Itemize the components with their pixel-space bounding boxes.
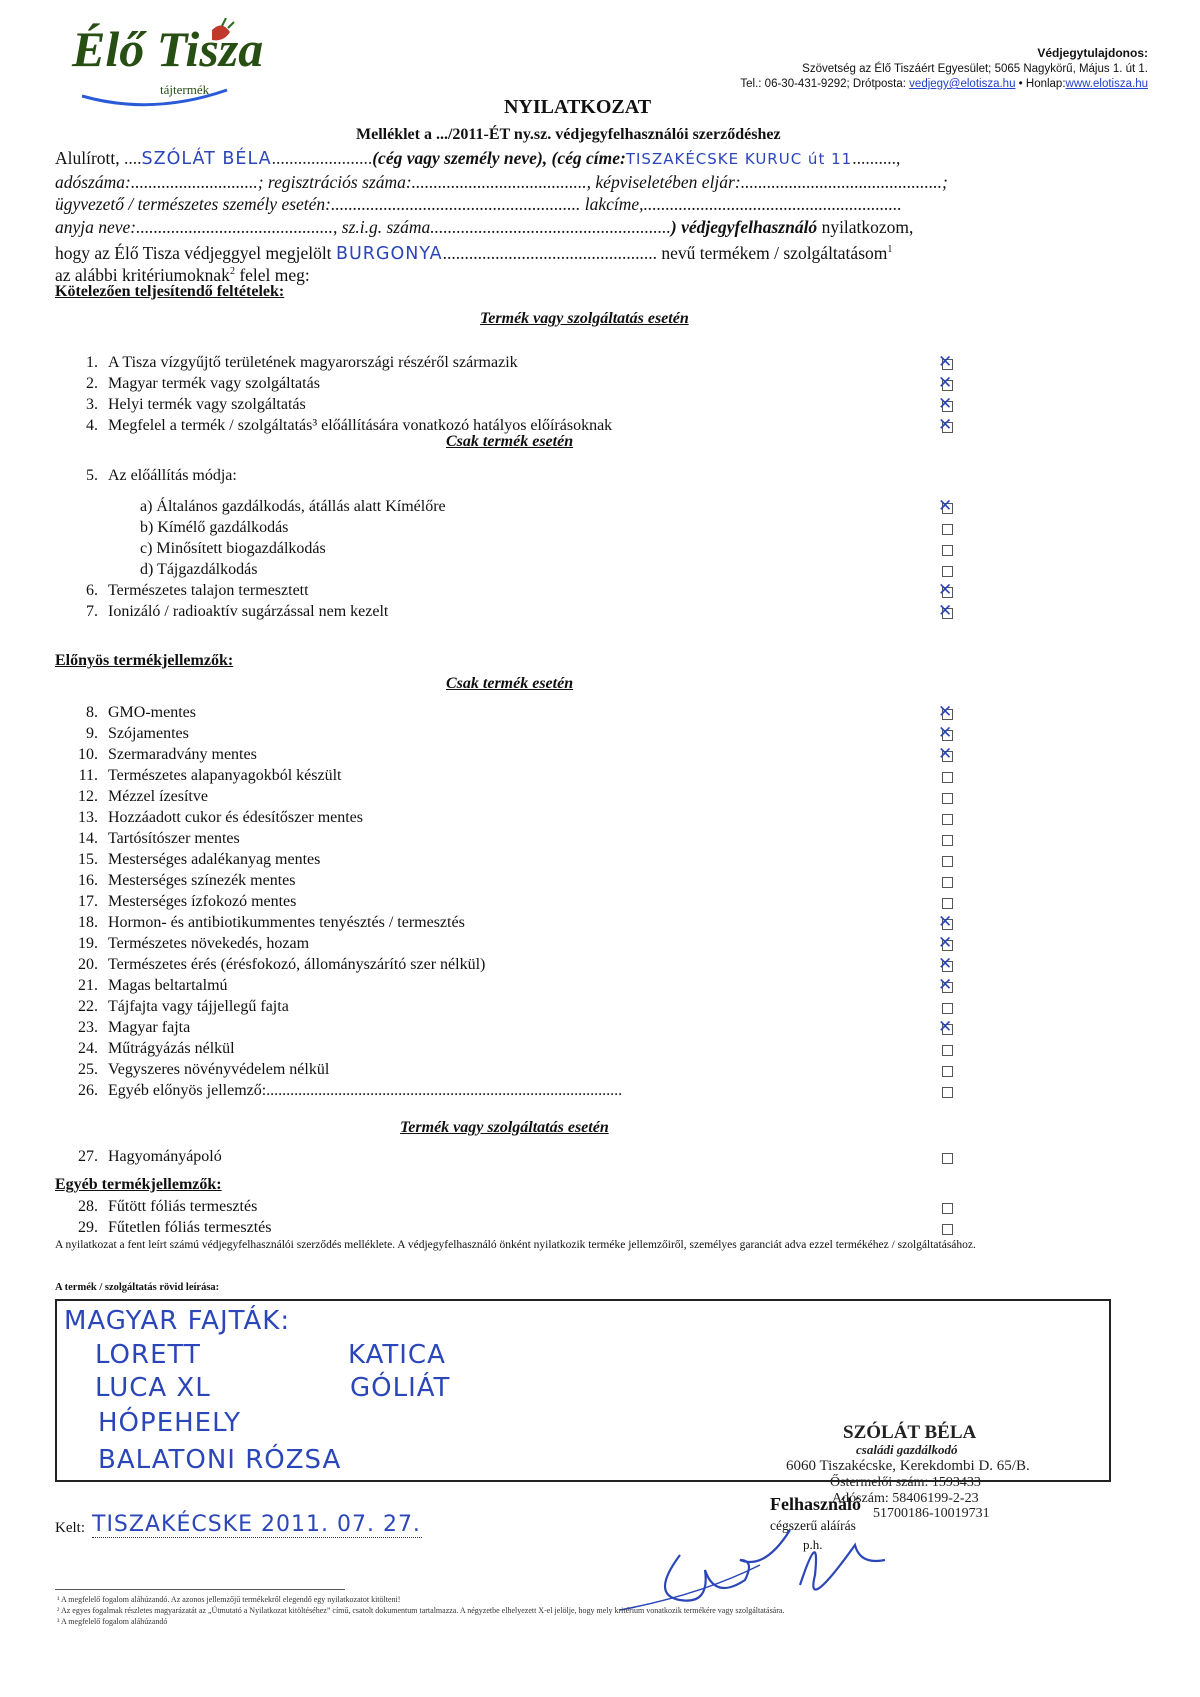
item-text: Egyéb előnyös jellemző:.........................................................................................	[108, 1082, 623, 1099]
label-declare: nyilatkozom,	[817, 217, 914, 237]
item-number: 2.	[86, 375, 98, 392]
footnote-divider	[55, 1589, 345, 1590]
item-text: A Tisza vízgyűjtő területének magyarországi részéről származik	[108, 354, 518, 371]
item-text: Műtrágyázás nélkül	[108, 1040, 235, 1057]
item-text: d) Tájgazdálkodás	[140, 561, 258, 578]
item-number: 12.	[78, 788, 98, 805]
signature-sublabel: cégszerű aláírás	[770, 1518, 856, 1533]
criteria-item	[62, 353, 518, 373]
label-residence: lakcíme,	[580, 194, 644, 214]
item-number: 23.	[78, 1019, 98, 1036]
checkbox[interactable]	[942, 877, 953, 888]
item-text: Fűtetlen fóliás termesztés	[108, 1219, 272, 1236]
item-number: 3.	[86, 396, 98, 413]
item-text: Helyi termék vagy szolgáltatás	[108, 396, 306, 413]
label-alulirott: Alulírott,	[55, 148, 125, 168]
criteria-item	[62, 1018, 190, 1038]
hw-desc-4: HÓPEHELY	[98, 1408, 242, 1438]
item-number: 7.	[86, 603, 98, 620]
item-text: Megfelel a termék / szolgáltatás³ előállítására vonatkozó hatályos előírásoknak	[108, 417, 613, 434]
criteria-item	[62, 976, 228, 996]
item-text: Az előállítás módja:	[108, 467, 237, 484]
item-number: 15.	[78, 851, 98, 868]
item-number: 6.	[86, 582, 98, 599]
stamp-name: SZÓLÁT BÉLA	[843, 1422, 977, 1443]
stamp-account: 51700186-10019731	[873, 1506, 990, 1521]
handwritten-x-mark: ✕	[938, 580, 953, 600]
item-number: 21.	[78, 977, 98, 994]
item-number: 16.	[78, 872, 98, 889]
description-label: A termék / szolgáltatás rövid leírása:	[55, 1282, 220, 1293]
seal-placeholder: p.h.	[803, 1537, 823, 1552]
form-line-2: adószáma:.............................; regisztrációs száma:........................................, képviseletében eljár:..............................................;	[55, 172, 948, 192]
label-product-intro: hogy az Élő Tisza védjeggyel megjelölt	[55, 242, 336, 263]
item-text: Hormon- és antibiotikummentes tenyésztés / termesztés	[108, 914, 465, 931]
criteria-item	[62, 1060, 329, 1080]
criteria-item	[62, 745, 257, 765]
item-text: Természetes talajon termesztett	[108, 582, 309, 599]
checkbox[interactable]	[942, 1045, 953, 1056]
item-text: Mesterséges színezék mentes	[108, 872, 296, 889]
item-5	[62, 466, 237, 486]
item-text: Tájfajta vagy tájjellegű fajta	[108, 998, 289, 1015]
criteria-item	[140, 560, 257, 580]
handwritten-x-mark: ✕	[938, 352, 953, 372]
handwritten-x-mark: ✕	[938, 1017, 953, 1037]
label-user: ) védjegyfelhasználó	[670, 217, 818, 237]
kelt-label: Kelt:	[55, 1520, 85, 1536]
criteria-item	[62, 955, 485, 975]
criteria-item	[140, 497, 446, 517]
item-text: Vegyszeres növényvédelem nélkül	[108, 1061, 330, 1078]
item-number: 4.	[86, 417, 98, 434]
item-number: 29.	[78, 1219, 98, 1236]
handwritten-x-mark: ✕	[938, 496, 953, 516]
handwritten-x-mark: ✕	[938, 975, 953, 995]
criteria-item	[62, 1218, 272, 1238]
footnote-ref-2: 2	[229, 266, 235, 277]
item-number: 1.	[86, 354, 98, 371]
criteria-item	[62, 395, 306, 415]
item-number: 18.	[78, 914, 98, 931]
handwritten-x-mark: ✕	[938, 601, 953, 621]
label-criteria: az alábbi kritériumoknak	[55, 264, 230, 285]
form-line-1: Alulírott, ....SZÓLÁT BÉLA.......................(cég vagy személy neve), (cég címe:TISZAKÉCSKE KURUC út 11..........,	[55, 148, 901, 169]
label-taxnum: adószáma:	[55, 172, 131, 192]
item-text: Szermaradvány mentes	[108, 746, 257, 763]
label-id-number: , sz.i.g. száma	[333, 217, 431, 237]
footnote-1: ¹ A megfelelő fogalom aláhúzandó. Az azonos jellemzőjű termékekről elegendő egy nyilatkozatot kitölteni!	[57, 1595, 401, 1604]
item-text: Szójamentes	[108, 725, 189, 742]
stamp-role: családi gazdálkodó	[856, 1442, 958, 1457]
checkbox[interactable]	[942, 856, 953, 867]
item-number: 19.	[78, 935, 98, 952]
owner-tel: Tel.: 06-30-431-9292; Drótposta:	[740, 78, 910, 90]
hw-kelt: TISZAKÉCSKE 2011. 07. 27.	[92, 1512, 421, 1537]
stamp-reg: Őstermelői szám: 1593433	[830, 1475, 981, 1490]
item-text: Természetes növekedés, hozam	[108, 935, 310, 952]
handwritten-signature	[620, 1525, 980, 1615]
hw-desc-5: BALATONI RÓZSA	[98, 1445, 342, 1475]
item-text: Természetes alapanyagokból készült	[108, 767, 342, 784]
logo-wordmark: Élő Tisza	[72, 21, 264, 77]
handwritten-x-mark: ✕	[938, 373, 953, 393]
hw-desc-1: MAGYAR FAJTÁK:	[64, 1306, 291, 1336]
criteria-item	[62, 766, 341, 786]
subsection-product-only-2: Csak termék esetén	[446, 675, 574, 692]
criteria-item	[62, 850, 320, 870]
owner-heading: Védjegytulajdonos:	[1037, 46, 1148, 60]
handwritten-x-mark: ✕	[938, 394, 953, 414]
checkbox[interactable]	[942, 545, 953, 556]
hw-desc-2b: KATICA	[348, 1340, 446, 1370]
item-number: 26.	[78, 1082, 98, 1099]
stamp-tax: Adószám: 58406199-2-23	[832, 1491, 979, 1506]
item-text: a) Általános gazdálkodás, átállás alatt Kímélőre	[140, 498, 446, 515]
checkbox[interactable]	[942, 814, 953, 825]
item-text: Fűtött fóliás termesztés	[108, 1198, 258, 1215]
criteria-item	[62, 829, 240, 849]
criteria-item	[62, 602, 388, 622]
item-number: 9.	[86, 725, 98, 742]
item-text: Mesterséges ízfokozó mentes	[108, 893, 297, 910]
item-number: 11.	[78, 767, 98, 784]
item-text: GMO-mentes	[108, 704, 196, 721]
checkbox[interactable]	[942, 1087, 953, 1098]
checkbox[interactable]	[942, 524, 953, 535]
item-number: 25.	[78, 1061, 98, 1078]
item-text: Hagyományápoló	[108, 1148, 222, 1165]
owner-web-link[interactable]: www.elotisza.hu	[1065, 78, 1148, 90]
handwritten-x-mark: ✕	[938, 723, 953, 743]
item-text: Mesterséges adalékanyag mentes	[108, 851, 321, 868]
handwritten-x-mark: ✕	[938, 415, 953, 435]
form-line-4: anyja neve:............................................., sz.i.g. száma.......................................................) védjegyfelhasználó nyilatkozom,	[55, 217, 914, 237]
page-subtitle: Melléklet a .../2011-ÉT ny.sz. védjegyfelhasználói szerződéshez	[356, 126, 781, 143]
declaration-text: A nyilatkozat a fent leírt számú védjegyfelhasználói szerződés melléklete. A védjegyfelhasználó önként nyilatkozik terméke jellemzőiről, személyes garanciát adva ezzel termékéhez / szolgáltatásához.	[55, 1239, 976, 1251]
item-text: Természetes érés (érésfokozó, állományszárító szer nélkül)	[108, 956, 486, 973]
label-company: (cég vagy személy neve), (cég címe:	[372, 148, 626, 168]
criteria-item	[62, 581, 309, 601]
checkbox[interactable]	[942, 835, 953, 846]
item-number: 5.	[86, 467, 98, 484]
checkbox[interactable]	[942, 1003, 953, 1014]
handwritten-x-mark: ✕	[938, 744, 953, 764]
criteria-item	[62, 934, 309, 954]
checkbox[interactable]	[942, 1203, 953, 1214]
section-other: Egyéb termékjellemzők:	[55, 1176, 222, 1193]
criteria-item	[62, 1197, 257, 1217]
criteria-item	[62, 1039, 235, 1059]
checkbox[interactable]	[942, 793, 953, 804]
hw-desc-3b: GÓLIÁT	[350, 1373, 451, 1403]
item-number: 17.	[78, 893, 98, 910]
criteria-item	[62, 871, 295, 891]
section-advantageous: Előnyös termékjellemzők:	[55, 652, 234, 669]
logo-subtitle: tájtermék	[160, 82, 210, 97]
owner-address: Szövetség az Élő Tiszáért Egyesület; 5065 Nagykörű, Május 1. út 1.	[802, 63, 1148, 75]
section-required: Kötelezően teljesítendő feltételek:	[55, 283, 285, 300]
criteria-item	[62, 1147, 222, 1167]
criteria-item	[62, 913, 465, 933]
checkbox[interactable]	[942, 898, 953, 909]
handwritten-x-mark: ✕	[938, 702, 953, 722]
page-title: NYILATKOZAT	[503, 96, 652, 118]
item-number: 22.	[78, 998, 98, 1015]
owner-email-link[interactable]: vedjegy@elotisza.hu	[909, 78, 1016, 90]
owner-sep: • Honlap:	[1015, 78, 1066, 90]
checkbox[interactable]	[942, 1066, 953, 1077]
criteria-item	[62, 808, 363, 828]
item-number: 27.	[78, 1148, 98, 1165]
signature-label: Felhasználó	[770, 1494, 862, 1514]
item-text: Magyar termék vagy szolgáltatás	[108, 375, 320, 392]
criteria-item	[62, 997, 289, 1017]
checkbox[interactable]	[942, 1153, 953, 1164]
footnote-ref-1: 1	[887, 244, 893, 255]
label-meets: felel meg:	[234, 264, 310, 285]
item-number: 24.	[78, 1040, 98, 1057]
footnote-3: ³ A megfelelő fogalom aláhúzandó	[57, 1617, 168, 1626]
criteria-item	[62, 703, 196, 723]
criteria-item	[140, 539, 326, 559]
handwritten-x-mark: ✕	[938, 954, 953, 974]
hw-desc-2a: LORETT	[95, 1340, 201, 1370]
checkbox[interactable]	[942, 566, 953, 577]
label-regnum: ; regisztrációs száma:	[257, 172, 412, 192]
item-text: Mézzel ízesítve	[108, 788, 208, 805]
label-mother-name: anyja neve:	[55, 217, 137, 237]
subsection-product-or-service: Termék vagy szolgáltatás esetén	[480, 310, 689, 327]
criteria-item	[62, 724, 189, 744]
item-number: 20.	[78, 956, 98, 973]
subsection-product-only: Csak termék esetén	[446, 433, 574, 450]
criteria-item	[62, 1081, 622, 1101]
label-product-service: nevű termékem / szolgáltatásom	[657, 242, 888, 263]
item-text: b) Kímélő gazdálkodás	[140, 519, 289, 536]
item-text: Ionizáló / radioaktív sugárzással nem kezelt	[108, 603, 389, 620]
label-representative: , képviseletében eljár:	[586, 172, 741, 192]
item-number: 14.	[78, 830, 98, 847]
trademark-owner	[740, 46, 1148, 92]
form-line-5: hogy az Élő Tisza védjeggyel megjelölt BURGONYA................................................. nevű termékem / szolgáltatásom$^1$	[55, 242, 893, 264]
item-number: 13.	[78, 809, 98, 826]
hw-address: TISZAKÉCSKE KURUC út 11	[625, 150, 853, 168]
item-text: Hozzáadott cukor és édesítőszer mentes	[108, 809, 364, 826]
stamp-address: 6060 Tiszakécske, Kerekdombi D. 65/B.	[786, 1458, 1030, 1474]
checkbox[interactable]	[942, 772, 953, 783]
item-text: c) Minősített biogazdálkodás	[140, 540, 326, 557]
handwritten-x-mark: ✕	[938, 912, 953, 932]
item-number: 28.	[78, 1198, 98, 1215]
label-manager: ügyvezető / természetes személy esetén:	[55, 194, 332, 214]
item-text: Tartósítószer mentes	[108, 830, 240, 847]
form-line-3: ügyvezető / természetes személy esetén:......................................................... lakcíme,...........................................................	[55, 194, 902, 214]
criteria-item	[140, 518, 288, 538]
handwritten-x-mark: ✕	[938, 933, 953, 953]
item-number: 8.	[86, 704, 98, 721]
checkbox[interactable]	[942, 1224, 953, 1235]
hw-desc-3a: LUCA XL	[95, 1373, 211, 1403]
criteria-item	[62, 892, 296, 912]
item-text: Magas beltartalmú	[108, 977, 228, 994]
item-text: Magyar fajta	[108, 1019, 191, 1036]
criteria-item	[62, 787, 208, 807]
hw-product: BURGONYA	[335, 243, 443, 264]
footnote-2: ² Az egyes fogalmak részletes magyarázatát az „Útmutató a Nyilatkozat kitöltéséhez” című, csatolt dokumentum tartalmazza. A négyzetbe elhelyezett X-el jelölje, hogy mely kritérium vonatkozik termékére vagy szolgáltatására.	[57, 1606, 785, 1615]
item-number: 10.	[78, 746, 98, 763]
hw-name: SZÓLÁT BÉLA	[141, 149, 272, 169]
criteria-item	[62, 374, 320, 394]
subsection-product-or-service-2: Termék vagy szolgáltatás esetén	[400, 1119, 609, 1136]
